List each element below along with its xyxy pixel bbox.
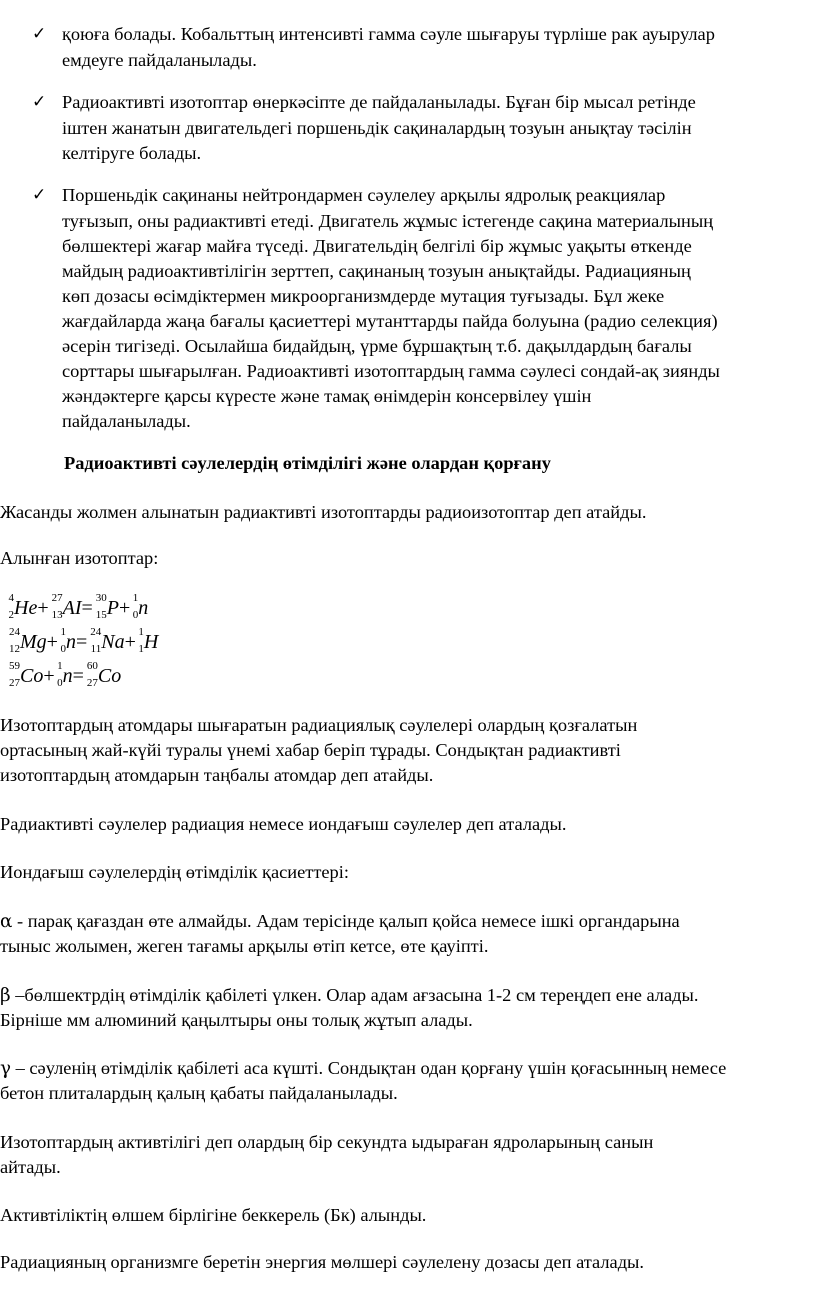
element-symbol: Co <box>97 665 122 687</box>
atomic-number: 27 <box>86 677 98 689</box>
element-symbol: P <box>106 597 119 619</box>
check-icon: ✓ <box>32 185 47 205</box>
mass-number: 1 <box>60 626 66 638</box>
isotope <box>130 592 149 621</box>
isotope <box>6 660 44 689</box>
mass-number: 27 <box>51 592 63 604</box>
atomic-number: 2 <box>8 609 14 621</box>
nuclear-formula <box>6 626 159 655</box>
gamma-line-1 <box>0 1056 726 1082</box>
nuclear-formula <box>6 660 122 689</box>
bullet-2-line-1: Радиоактивті изотоптар өнеркәсіпте де пайдаланылады. Бұған бір мысал ретінде <box>62 92 696 112</box>
element-symbol: Na <box>101 631 125 653</box>
bullet-3-line-7: әсерін тигізеді. Осылайша бидайдың, үрме бұршақтың т.б. дақылдардың бағалы <box>62 336 692 356</box>
bullet-3-line-9: жәндәктерге қарсы күресте және тамақ өнімдерін консервілеу үшін <box>62 386 592 406</box>
isotope <box>6 592 38 621</box>
atomic-number: 12 <box>9 643 20 655</box>
alpha-symbol: α <box>0 911 13 932</box>
isotope <box>6 626 47 655</box>
operator: + <box>119 597 131 619</box>
atomic-number: 13 <box>51 609 63 621</box>
paragraph-dose: Радиацияның организмге беретін энергия мөлшері сәулелену дозасы деп аталады. <box>0 1252 645 1272</box>
bullet-1-line-1: қоюға болады. Кобальттың интенсивті гамма сәуле шығаруы түрліше рак ауырулар <box>62 24 715 44</box>
atomic-number: 11 <box>90 643 102 655</box>
beta-line-2: Бірніше мм алюминий қаңылтыры оны толық жұтып алады. <box>0 1010 473 1030</box>
paragraph-radioisotopes: Жасанды жолмен алынатын радиактивті изотоптарды радиоизотоптар деп атайды. <box>0 502 647 522</box>
paragraph-radiation-definition: Радиактивті сәулелер радиация немесе иондағыш сәулелер деп аталады. <box>0 814 567 834</box>
isotope <box>87 626 125 655</box>
check-icon: ✓ <box>32 24 47 44</box>
paragraph-3-line-2: ортасының жай-күйі туралы үнемі хабар беріп тұрады. Сондықтан радиактивті <box>0 740 621 760</box>
atomic-number: 15 <box>95 609 107 621</box>
beta-line-1 <box>0 983 698 1009</box>
operator: + <box>46 631 58 653</box>
mass-number: 30 <box>95 592 107 604</box>
operator: = <box>72 665 84 687</box>
paragraph-3-line-1: Изотоптардың атомдары шығаратын радиациялық сәулелері олардың қозғалатын <box>0 715 638 735</box>
alpha-line-1 <box>0 909 680 935</box>
element-symbol: Co <box>20 665 44 687</box>
isotope <box>55 660 73 689</box>
mass-number: 60 <box>86 660 98 672</box>
beta-text: –бөлшектрдің өтімділік қабілеті үлкен. Олар адам ағзасына 1-2 см тереңдеп ене алады. <box>10 985 699 1005</box>
operator: = <box>81 597 93 619</box>
atomic-number: 0 <box>60 643 66 655</box>
isotope <box>49 592 82 621</box>
bullet-2-line-2: іштен жанатын двигательдегі поршеньдік сақиналардың тозуын анықтау тәсілін <box>62 118 692 138</box>
mass-number: 4 <box>8 592 14 604</box>
operator: = <box>75 631 88 653</box>
paragraph-3-line-3: изотоптардың атомдарын таңбалы атомдар деп атайды. <box>0 765 434 785</box>
atomic-number: 1 <box>138 643 144 655</box>
paragraph-penetration-properties: Иондағыш сәулелердің өтімділік қасиеттері: <box>0 862 349 882</box>
mass-number: 24 <box>9 626 20 638</box>
bullet-3-line-4: майдың радиоактивтілігін зерттеп, сақинаның тозуын анықтайды. Радиацияның <box>62 261 691 281</box>
element-symbol: H <box>143 631 159 653</box>
gamma-line-2: бетон плиталардың қалың қабаты пайдаланылады. <box>0 1083 398 1103</box>
mass-number: 59 <box>9 660 20 672</box>
operator: + <box>124 631 136 653</box>
alpha-line-2: тыныс жолымен, жеген тағамы арқылы өтіп кетсе, өте қауіпті. <box>0 936 489 956</box>
element-symbol: He <box>14 597 38 619</box>
atomic-number: 27 <box>9 677 20 689</box>
bullet-3-line-5: көп дозасы өсімдіктермен микроорганизмдерде мутация туғызады. Бұл жеке <box>62 286 665 306</box>
bullet-1-line-2: емдеуге пайдаланылады. <box>62 50 257 70</box>
beta-symbol: β <box>0 985 11 1006</box>
operator: + <box>37 597 49 619</box>
atomic-number: 0 <box>132 609 139 621</box>
section-heading: Радиоактивті сәулелердің өтімділігі және олардан қорғану <box>64 453 551 473</box>
check-icon: ✓ <box>32 92 47 112</box>
paragraph-activity-line-1: Изотоптардың активтілігі деп олардың бір секундта ыдыраған ядроларының санын <box>0 1132 654 1152</box>
bullet-3-line-3: бөлшектері жағар майға түседі. Двигательдің белгілі бір жұмыс уақыты өткенде <box>62 236 692 256</box>
paragraph-obtained-isotopes: Алынған изотоптар: <box>0 548 159 568</box>
bullet-3-line-8: сорттары шығарылған. Радиоактивті изотоптардың гамма сәулесі сондай-ақ зиянды <box>62 361 720 381</box>
element-symbol: n <box>138 597 149 619</box>
mass-number: 1 <box>132 592 139 604</box>
alpha-text: - парақ қағаздан өте алмайды. Адам терісінде қалып қойса немесе ішкі органдарына <box>12 911 680 931</box>
gamma-text: – сәуленің өтімділік қабілеті аса күшті. Сондықтан одан қорғану үшін қоғасынның немесе <box>11 1058 727 1078</box>
operator: + <box>43 665 55 687</box>
bullet-2-line-3: келтіруге болады. <box>62 143 202 163</box>
element-symbol: n <box>62 665 73 687</box>
atomic-number: 0 <box>57 677 63 689</box>
bullet-3-line-2: туғызып, оны радиактивті етеді. Двигатель жұмыс істегенде сақина материалының <box>62 211 714 231</box>
bullet-3-line-1: Поршеньдік сақинаны нейтрондармен сәулелеу арқылы ядролық реакциялар <box>62 185 666 205</box>
isotope <box>136 626 159 655</box>
paragraph-becquerel: Активтіліктің өлшем бірлігіне беккерель (Бк) алынды. <box>0 1205 427 1225</box>
isotope <box>58 626 76 655</box>
nuclear-formula <box>6 592 149 621</box>
isotope <box>93 592 119 621</box>
isotope <box>84 660 122 689</box>
element-symbol: AI <box>62 597 82 619</box>
element-symbol: Mg <box>20 631 47 653</box>
paragraph-activity-line-2: айтады. <box>0 1157 61 1177</box>
gamma-symbol: γ <box>0 1058 11 1079</box>
mass-number: 1 <box>57 660 63 672</box>
mass-number: 24 <box>90 626 102 638</box>
mass-number: 1 <box>138 626 144 638</box>
bullet-3-line-10: пайдаланылады. <box>62 411 191 431</box>
bullet-3-line-6: жағдайларда жаңа бағалы қасиеттері мутанттарды пайда болуына (радио селекция) <box>62 311 718 331</box>
element-symbol: n <box>65 631 76 653</box>
